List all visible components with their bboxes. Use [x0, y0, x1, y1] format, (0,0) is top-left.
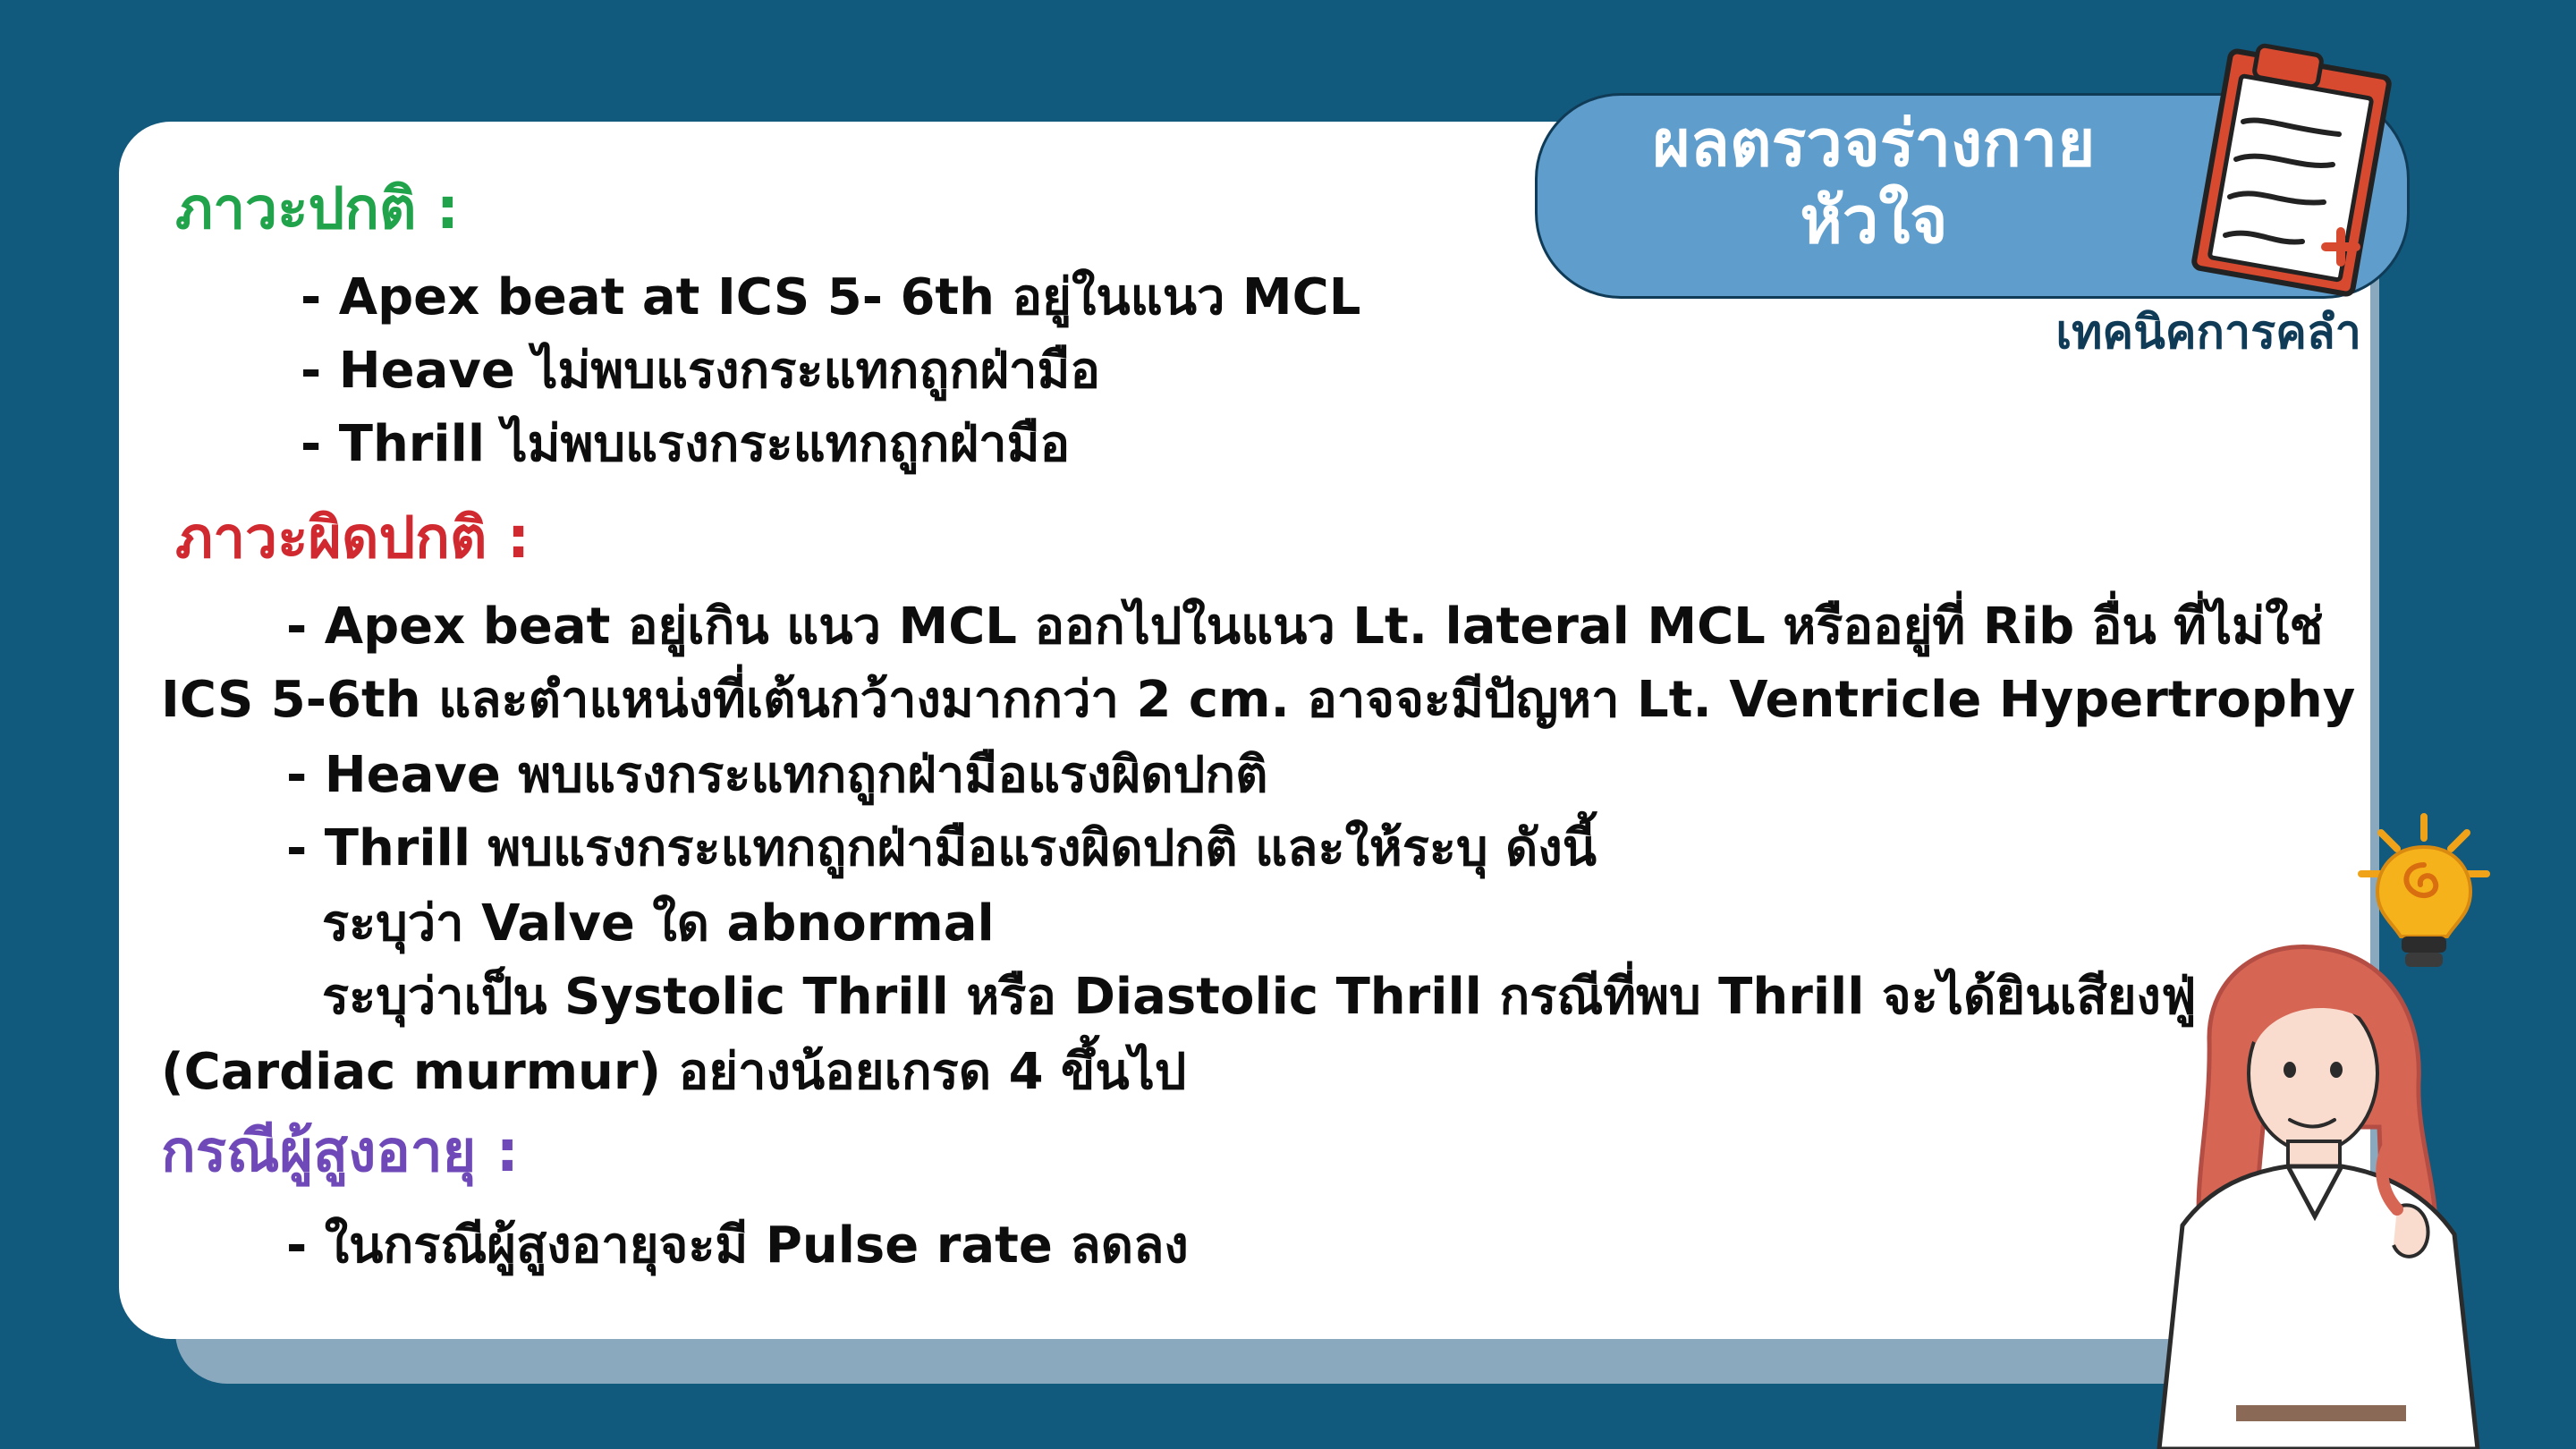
normal-item-1: - Apex beat at ICS 5- 6th อยู่ในแนว MCL [301, 268, 1361, 326]
abnormal-item-3: - Heave พบแรงกระแทกถูกฝ่ามือแรงผิดปกติ [286, 746, 1268, 804]
abnormal-item-5: ระบุว่า Valve ใด abnormal [322, 894, 995, 953]
elderly-item-1: - ในกรณีผู้สูงอายุจะมี Pulse rate ลดลง [286, 1216, 1189, 1275]
elderly-heading: กรณีผู้สูงอายุ : [161, 1119, 520, 1185]
normal-item-3: - Thrill ไม่พบแรงกระแทกถูกฝ่ามือ [301, 415, 1071, 473]
abnormal-item-2: ICS 5-6th และตำแหน่งที่เต้นกว้างมากกว่า 2 cm. อาจจะมีปัญหา Lt. Ventricle Hypertrophy [161, 671, 2356, 729]
normal-heading: ภาวะปกติ : [175, 176, 460, 242]
page-title: ผลตรวจร่างกาย หัวใจ [1652, 108, 2096, 257]
medical-clipboard-icon [2165, 43, 2397, 302]
page-subtitle: เทคนิคการคลำ [2055, 307, 2361, 359]
abnormal-item-1: - Apex beat อยู่เกิน แนว MCL ออกไปในแนว Lt. lateral MCL หรืออยู่ที่ Rib อื่น ที่ไม่ใช่ [286, 597, 2324, 656]
abnormal-item-7: (Cardiac murmur) อย่างน้อยเกรด 4 ขึ้นไป [161, 1043, 1187, 1101]
abnormal-item-4: - Thrill พบแรงกระแทกถูกฝ่ามือแรงผิดปกติ และให้ระบุ ดังนี้ [286, 819, 1597, 877]
normal-item-2: - Heave ไม่พบแรงกระแทกถูกฝ่ามือ [301, 342, 1101, 400]
abnormal-heading: ภาวะผิดปกติ : [175, 505, 530, 572]
abnormal-item-6: ระบุว่าเป็น Systolic Thrill หรือ Diastolic Thrill กรณีที่พบ Thrill จะได้ยินเสียงฟู่ [322, 968, 2197, 1026]
